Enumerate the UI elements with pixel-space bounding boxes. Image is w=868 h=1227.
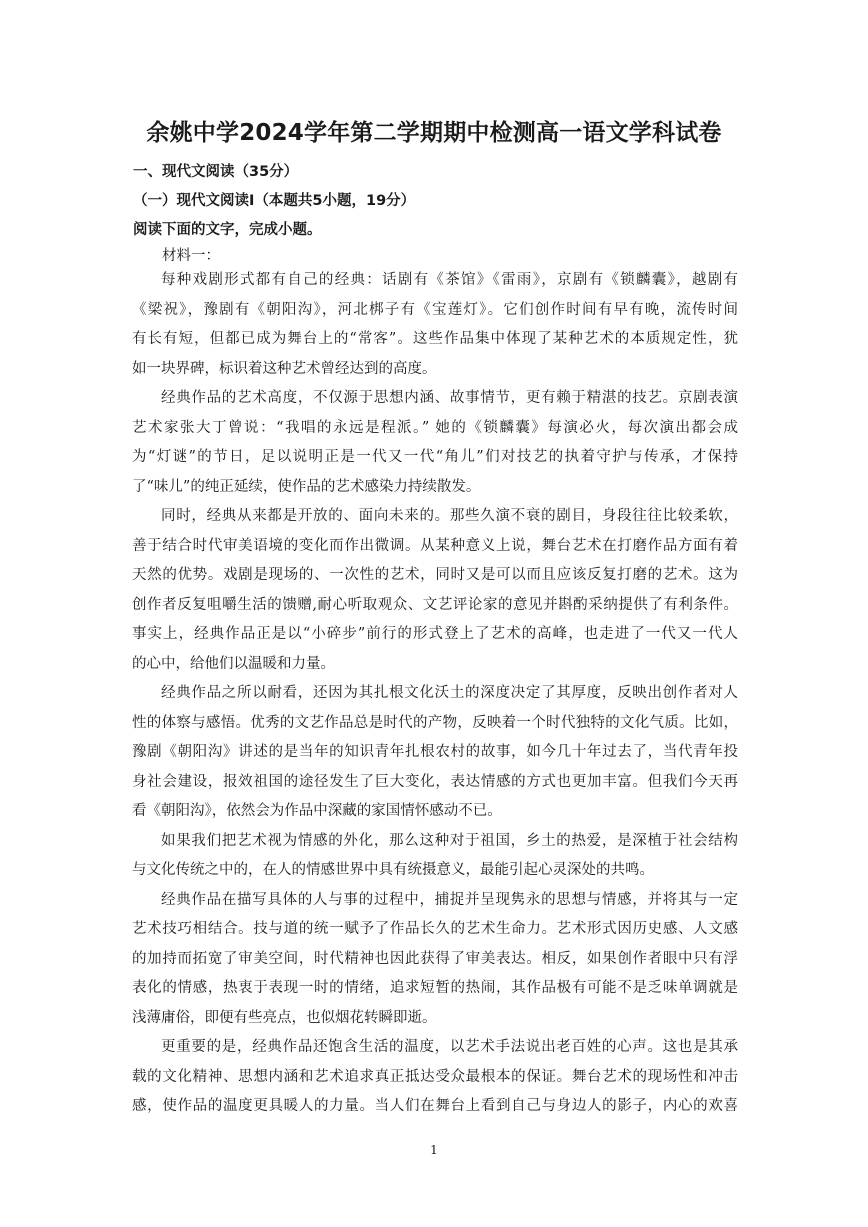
paragraph-line: 感，使作品的温度更具暖人的力量。当人们在舞台上看到自己与身边人的影子，内心的欢喜 [132,1098,738,1114]
paragraph-line: 豫剧《朝阳沟》讲述的是当年的知识青年扎根农村的故事，如今几十年过去了，当代青年投 [132,744,738,760]
instruction-text: 阅读下面的文字，完成小题。 [133,222,322,238]
paragraph-line: 了“味儿”的纯正延续，使作品的艺术感染力持续散发。 [132,478,481,495]
paragraph-line: 性的体察与感悟。优秀的文艺作品总是时代的产物，反映着一个时代独特的文化气质。比如， [132,714,738,731]
article-body [132,266,738,1122]
paragraph-line: 事实上，经典作品正是以“小碎步”前行的形式登上了艺术的高峰，也走进了一代又一代人 [132,626,738,642]
paragraph-line: 艺术家张大丁曾说：“我唱的永远是程派。” 她的《锁麟囊》每演必火，每次演出都会成 [132,419,738,436]
paragraph-line: 与文化传统之中的，在人的情感世界中具有统摄意义，最能引起心灵深处的共鸣。 [132,862,654,878]
paragraph [132,679,738,827]
paragraph [132,266,738,384]
paragraph [132,502,738,679]
paragraph-line: 天然的优势。戏剧是现场的、一次性的艺术，同时又是可以而且应该反复打磨的艺术。这为 [132,567,738,583]
paragraph-line: 的心中，给他们以温暖和力量。 [132,655,335,672]
paragraph-line: 浅薄庸俗，即便有些亮点，也似烟花转瞬即逝。 [132,1009,437,1026]
page-number: 1 [430,1143,438,1157]
material-label: 材料一： [162,248,220,264]
paragraph-line: 身社会建设，报效祖国的途径发生了巨大变化，表达情感的方式也更加丰富。但我们今天再 [132,773,738,790]
paragraph-line: 艺术技巧相结合。技与道的统一赋予了作品长久的艺术生命力。艺术形式因历史感、人文感 [132,921,738,937]
paragraph-line: 《梁祝》，豫剧有《朝阳沟》，河北梆子有《宝莲灯》。它们创作时间有早有晚，流传时间 [132,301,738,318]
paragraph-line: 有长有短，但都已成为舞台上的“常客”。这些作品集中体现了某种艺术的本质规定性，犹 [132,331,738,347]
paragraph-line: 善于结合时代审美语境的变化而作出微调。从某种意义上说，舞台艺术在打磨作品方面有着 [132,537,738,554]
paragraph-line: 载的文化精神、思想内涵和艺术追求真正抵达受众最根本的保证。舞台艺术的现场性和冲击 [132,1068,738,1085]
paragraph [132,384,738,502]
paragraph-line: 经典作品在描写具体的人与事的过程中，捕捉并呈现隽永的思想与情感，并将其与一定 [161,891,738,908]
section-heading: 一、现代文阅读（35分） [133,164,299,180]
paragraph-line: 表化的情感，热衷于表现一时的情绪，追求短暂的热闹，其作品极有可能不是乏味单调就是 [132,980,738,996]
paragraph [132,1033,738,1122]
paragraph-line: 为“灯谜”的节日，足以说明正是一代又一代“角儿”们对技艺的执着守护与传承，才保持 [132,449,738,465]
paragraph-line: 经典作品之所以耐看，还因为其扎根文化沃土的深度决定了其厚度，反映出创作者对人 [161,685,738,701]
paragraph-line: 如果我们把艺术视为情感的外化，那么这种对于祖国，乡土的热爱，是深植于社会结构 [161,832,738,849]
paragraph-line: 更重要的是，经典作品还饱含生活的温度，以艺术手法说出老百姓的心声。这也是其承 [161,1039,738,1055]
paragraph [132,827,738,886]
paragraph-line: 同时，经典从来都是开放的、面向未来的。那些久演不衰的剧目，身段往往比较柔软， [161,508,738,524]
paragraph-line: 创作者反复咀嚼生活的馈赠,耐心听取观众、文艺评论家的意见并斟酌采纳提供了有利条件。 [132,596,738,613]
paragraph-line: 的加持而拓宽了审美空间，时代精神也因此获得了审美表达。相反，如果创作者眼中只有浮 [132,950,738,967]
paragraph-line: 经典作品的艺术高度，不仅源于思想内涵、故事情节，更有赖于精湛的技艺。京剧表演 [161,390,738,406]
paragraph [132,886,738,1034]
page-title: 余姚中学2024学年第二学期期中检测高一语文学科试卷 [146,120,722,146]
subsection-heading: （一）现代文阅读Ⅰ（本题共5小题，19分） [133,193,416,209]
paragraph-line: 看《朝阳沟》，依然会为作品中深藏的家国情怀感动不已。 [132,803,502,819]
paragraph-line: 如一块界碑，标识着这种艺术曾经达到的高度。 [132,360,437,377]
paragraph-line: 每种戏剧形式都有自己的经典：话剧有《茶馆》《雷雨》，京剧有《锁麟囊》，越剧有 [161,272,738,288]
